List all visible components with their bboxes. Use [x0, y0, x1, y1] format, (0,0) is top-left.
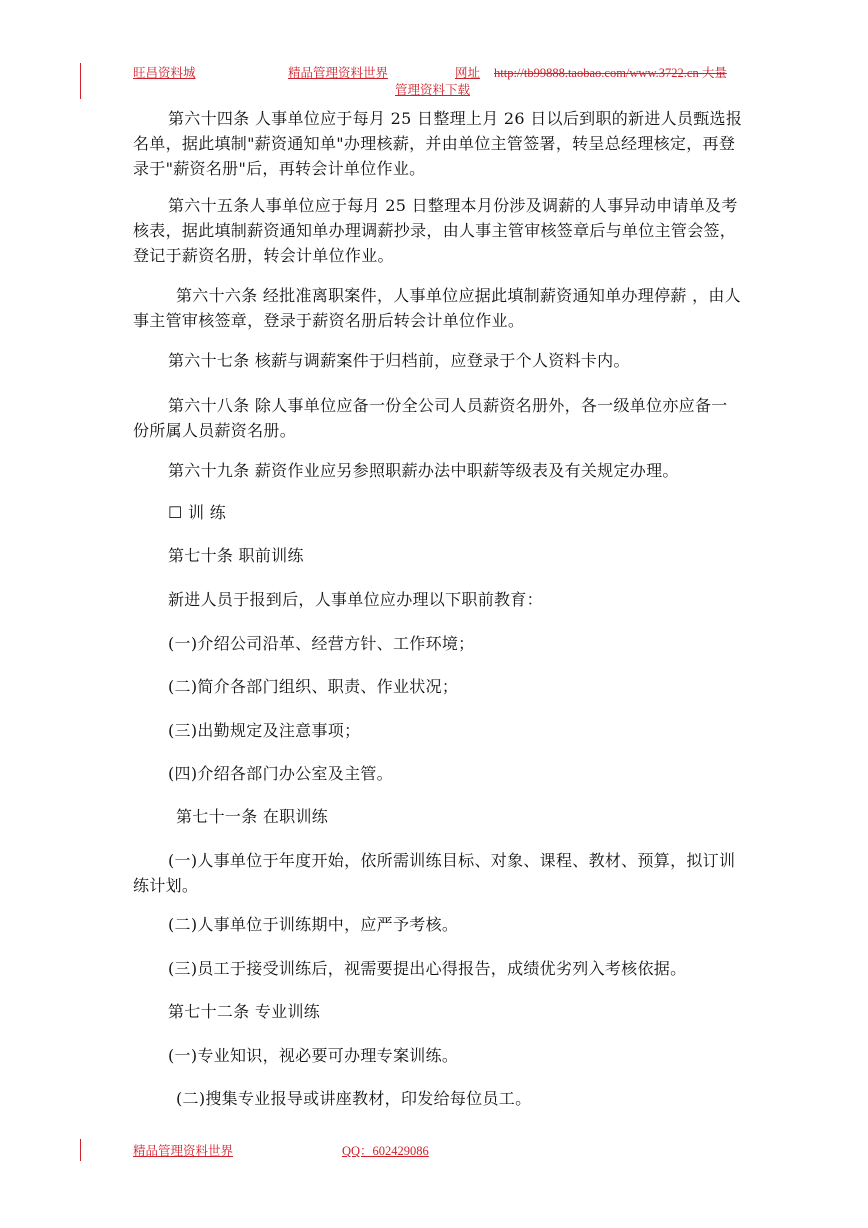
header-site-name[interactable]: 旺昌资料城 — [133, 66, 196, 80]
footer-margin-rule — [80, 1139, 81, 1161]
article-70-item-4: (四)介绍各部门办公室及主管。 — [168, 764, 393, 783]
article-65: 第六十五条人事单位应于每月 25 日整理本月份涉及调薪的人事异动申请单及考核表，据此填制薪资通知单办理调薪抄录，由人事主管审核签章后与单位主管会签，登记于薪资名册，转会计单位作业。 — [133, 196, 738, 265]
article-66: 第六十六条 经批准离职案件，人事单位应据此填制薪资通知单办理停薪 ，由人事主管审核签章，登录于薪资名册后转会计单位作业。 — [133, 286, 741, 330]
article-70-item-2: (二)简介各部门组织、职责、作业状况； — [168, 677, 459, 696]
article-71-item-1: (一)人事单位于年度开始，依所需训练目标、对象、课程、教材、预算，拟订训练计划。 — [133, 851, 736, 895]
article-71-item-3: (三)员工于接受训练后，视需要提出心得报告，成绩优劣列入考核依据。 — [168, 959, 687, 978]
article-67: 第六十七条 核薪与调薪案件于归档前，应登录于个人资料卡内。 — [168, 351, 630, 370]
footer-qq[interactable]: QQ：602429086 — [342, 1144, 429, 1158]
header-url-link[interactable]: http://tb99888.taobao.com/www.3722.cn 大量 — [494, 66, 727, 80]
article-70-item-3: (三)出勤规定及注意事项； — [168, 721, 361, 740]
page-header — [133, 63, 753, 103]
article-71-item-2: (二)人事单位于训练期中，应严予考核。 — [168, 915, 459, 934]
article-70-heading: 第七十条 职前训练 — [168, 546, 304, 565]
article-70-intro: 新进人员于报到后，人事单位应办理以下职前教育： — [168, 590, 543, 609]
header-site-world[interactable]: 精品管理资料世界 — [288, 66, 389, 80]
article-69: 第六十九条 薪资作业应另参照职薪办法中职薪等级表及有关规定办理。 — [168, 461, 679, 480]
header-url-label: 网址 — [455, 66, 481, 80]
header-margin-rule — [80, 63, 81, 99]
footer-site-name[interactable]: 精品管理资料世界 — [133, 1144, 234, 1158]
section-training-heading: ☐ 训 练 — [168, 503, 227, 522]
article-72-item-1: (一)专业知识，视必要可办理专案训练。 — [168, 1046, 459, 1065]
article-70-item-1: (一)介绍公司沿革、经营方针、工作环境； — [168, 634, 475, 653]
article-64: 第六十四条 人事单位应于每月 25 日整理上月 26 日以后到职的新进人员甄选报名单，据此填制"薪资通知单"办理核薪，并由单位主管签署，转呈总经理核定，再登录于"薪资名册"后，再转会计单位作业。 — [133, 109, 743, 178]
article-72-item-2: (二)搜集专业报导或讲座教材，印发给每位员工。 — [176, 1089, 532, 1108]
article-72-heading: 第七十二条 专业训练 — [168, 1002, 321, 1021]
header-download-link[interactable]: 管理资料下载 — [395, 83, 471, 97]
article-68: 第六十八条 除人事单位应备一份全公司人员薪资名册外，各一级单位亦应备一份所属人员薪资名册。 — [133, 396, 728, 440]
article-71-heading: 第七十一条 在职训练 — [176, 807, 329, 826]
